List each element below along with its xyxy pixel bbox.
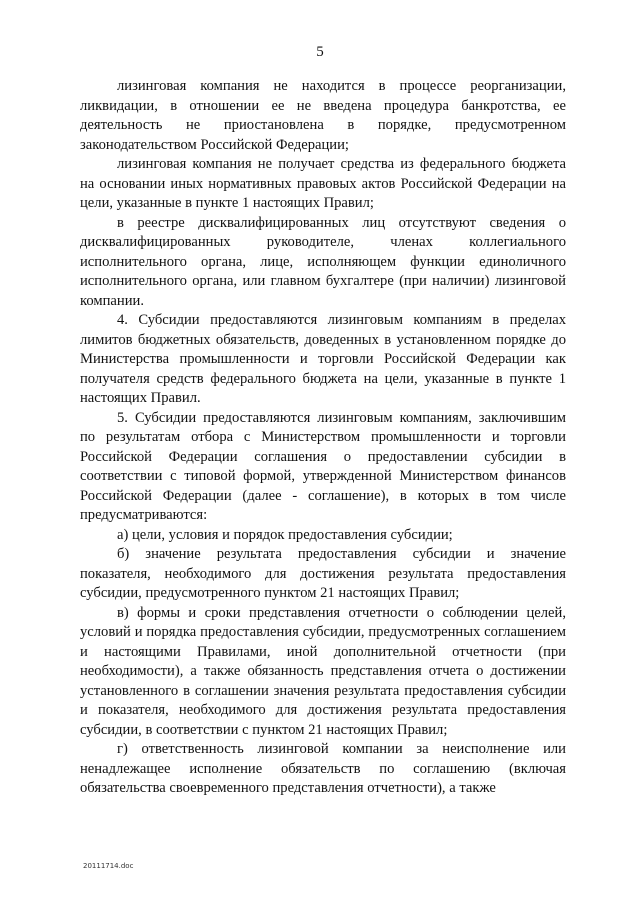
paragraph-subclause-v: в) формы и сроки представления отчетности о соблюдении целей, условий и порядка предоставления субсидии, предусмотренных соглашением и настоящими Правилами, иной дополнительной отчетности (при необходимости), а также обязанность представления отчета о достижении установленного в соглашении значения результата предоставления субсидии и показателя, необходимого для достижения результата предоставления субсидии, в соответствии с пунктом 21 настоящих Правил;: [80, 604, 566, 738]
paragraph-subclause-a: а) цели, условия и порядок предоставления субсидии;: [117, 526, 453, 543]
paragraph-subclause-g: г) ответственность лизинговой компании за неисполнение или ненадлежащее исполнение обязательств по соглашению (включая обязательства своевременного представления отчетности), а также: [80, 741, 566, 796]
paragraph-subclause-b: б) значение результата предоставления субсидии и значение показателя, необходимого для достижения результата предоставления субсидии, предусмотренного пунктом 21 настоящих Правил;: [80, 546, 566, 601]
paragraph-federal-budget-condition: лизинговая компания не получает средства из федерального бюджета на основании иных нормативных правовых актов Российской Федерации на цели, указанные в пункте 1 настоящих Правил;: [80, 156, 566, 211]
paragraph-disqualified-persons-condition: в реестре дисквалифицированных лиц отсутствуют сведения о дисквалифицированных руководителе, членах коллегиального исполнительного органа, лице, исполняющем функции единоличного исполнительного органа, или главном бухгалтере (при наличии) лизинговой компании.: [80, 214, 566, 309]
document-body: [80, 77, 566, 799]
paragraph-clause-5: 5. Субсидии предоставляются лизинговым компаниям, заключившим по результатам отбора с Министерством промышленности и торговли Российской Федерации соглашения о предоставлении субсидии в соответствии с типовой формой, утвержденной Министерством финансов Российской Федерации (далее - соглашение), в которых в том числе предусматриваются:: [80, 409, 566, 523]
paragraph-liquidation-condition: лизинговая компания не находится в процессе реорганизации, ликвидации, в отношении ее не введена процедура банкротства, ее деятельность не приостановлена в порядке, предусмотренном законодательством Российской Федерации;: [80, 78, 566, 153]
page-number: 5: [316, 44, 324, 60]
file-name-footer: 20111714.doc: [83, 862, 134, 870]
paragraph-clause-4: 4. Субсидии предоставляются лизинговым компаниям в пределах лимитов бюджетных обязательств, доведенных в установленном порядке до Министерства промышленности и торговли Российской Федерации как получателя средств федерального бюджета на цели, указанные в пункте 1 настоящих Правил.: [80, 312, 566, 406]
